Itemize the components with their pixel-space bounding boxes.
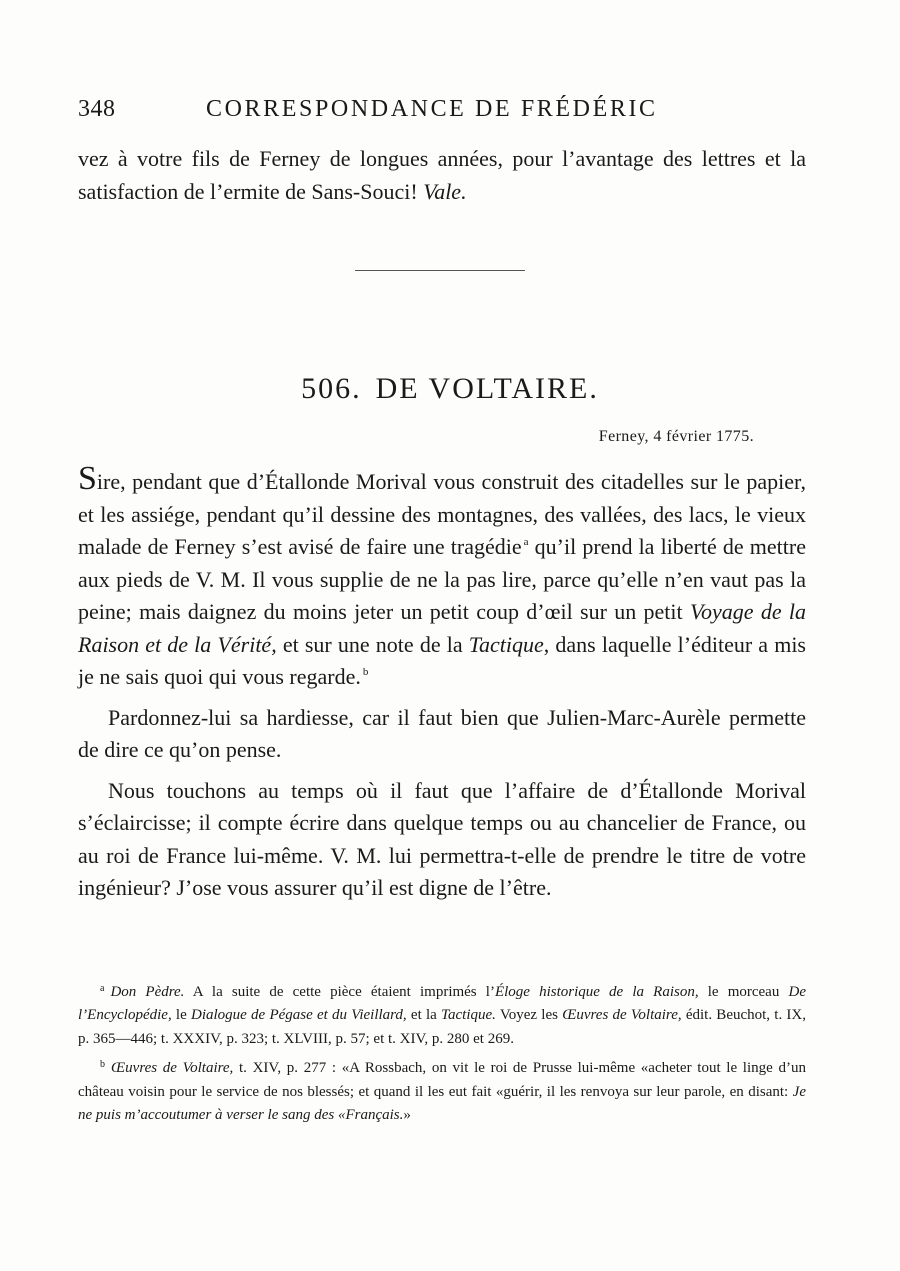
fn-b-text-1: t. XIV, p. 277 : «A Rossbach, on vit le roi de Prusse lui-même «acheter tout le linge d’un château voisin pour le service de nos blessés; et quand il les eut fait «guérir, il les renvoya sur leur parole, en disant:	[78, 1060, 806, 1100]
page-number: 348	[78, 96, 116, 122]
footnote-a-mark: a	[100, 983, 105, 994]
title-tactique: Tactique	[468, 631, 544, 657]
continuation-italic: Vale.	[423, 178, 467, 204]
footnote-b	[78, 1057, 806, 1127]
continuation-paragraph	[78, 143, 806, 208]
fn-b-text-2: »	[403, 1107, 411, 1124]
fn-a-text-4: et la	[406, 1007, 442, 1024]
fn-a-italic-3: De l’Encyclopédie,	[78, 984, 806, 1024]
paragraph-1-text-d: , dans laquelle l’éditeur a mis je ne sais quoi qui vous regarde.	[78, 631, 806, 689]
fn-a-text-5: Voyez les	[495, 1007, 563, 1024]
fn-a-italic-5: Tactique.	[441, 1007, 496, 1024]
running-title: CORRESPONDANCE DE FRÉDÉRIC	[206, 96, 658, 122]
letter-heading	[0, 372, 900, 406]
paragraph-1-text-c: et sur une note de la	[276, 631, 469, 657]
fn-b-italic-1: Œuvres de Voltaire,	[111, 1060, 234, 1077]
letter-body	[78, 460, 807, 905]
paragraph-1-text-b: qu’il prend la liberté de mettre aux pieds de V. M. Il vous supplie de ne la pas lire, parce qu’elle n’en vaut pas la peine; mais daignez du moins jeter un petit coup d’œil sur un petit	[78, 534, 806, 624]
continuation-text: vez à votre fils de Ferney de longues années, pour l’avantage des lettres et la satisfaction de l’ermite de Sans-Souci!	[78, 146, 806, 204]
fn-a-text-2: le morceau	[698, 984, 789, 1000]
paragraph-3: Nous touchons au temps où il faut que l’affaire de d’Étallonde Morival s’éclaircisse; il compte écrire dans quelque temps ou au chancelier de France, ou au roi de France lui-même. V. M. lui permettra-t-elle de prendre le titre de votre ingénieur? J’ose vous assurer qu’il est digne de l’être.	[78, 777, 806, 900]
fn-a-text-6: édit. Beuchot, t. IX, p. 365—446; t. XXXIV, p. 323; t. XLVIII, p. 57; et t. XIV, p. 280 et 269.	[78, 1007, 807, 1047]
fn-a-italic-6: Œuvres de Voltaire,	[562, 1007, 682, 1024]
paragraph-1	[78, 460, 807, 694]
footnote-b-mark: b	[100, 1059, 105, 1071]
fn-a-italic-4: Dialogue de Pégase et du Vieillard,	[191, 1007, 407, 1024]
fn-b-italic-2: Je ne puis m’accoutumer à verser le sang des «Français.	[78, 1083, 806, 1124]
footnote-a	[78, 981, 806, 1051]
letter-number: 506.	[301, 372, 362, 405]
paragraph-1-text-a: ire, pendant que d’Étallonde Morival vous construit des citadelles sur le papier, et les assiége, pendant qu’il dessine des montagnes, des vallées, des lacs, le vieux malade de Ferney s’est avisé de faire une tragédie	[78, 469, 806, 559]
paragraph-2: Pardonnez-lui sa hardiesse, car il faut bien que Julien-Marc-Aurèle permette de dire ce qu’on pense.	[78, 704, 806, 762]
footnote-ref-b: b	[362, 666, 369, 678]
section-divider	[355, 270, 525, 271]
fn-a-text-1: A la suite de cette pièce étaient imprimés l’	[184, 984, 495, 1000]
letter-title: DE VOLTAIRE.	[375, 372, 599, 405]
title-voyage: Voyage de la Raison et de la Vérité,	[78, 599, 807, 657]
footnote-ref-a: a	[523, 536, 529, 548]
fn-a-italic-2: Éloge historique de la Raison,	[494, 984, 699, 1000]
fn-a-text-3: le	[171, 1007, 191, 1024]
running-header	[78, 96, 818, 128]
drop-cap: S	[78, 460, 97, 497]
fn-a-italic-1: Don Pèdre.	[110, 984, 185, 1000]
letter-dateline: Ferney, 4 février 1775.	[598, 428, 754, 445]
footnotes	[78, 981, 806, 1127]
